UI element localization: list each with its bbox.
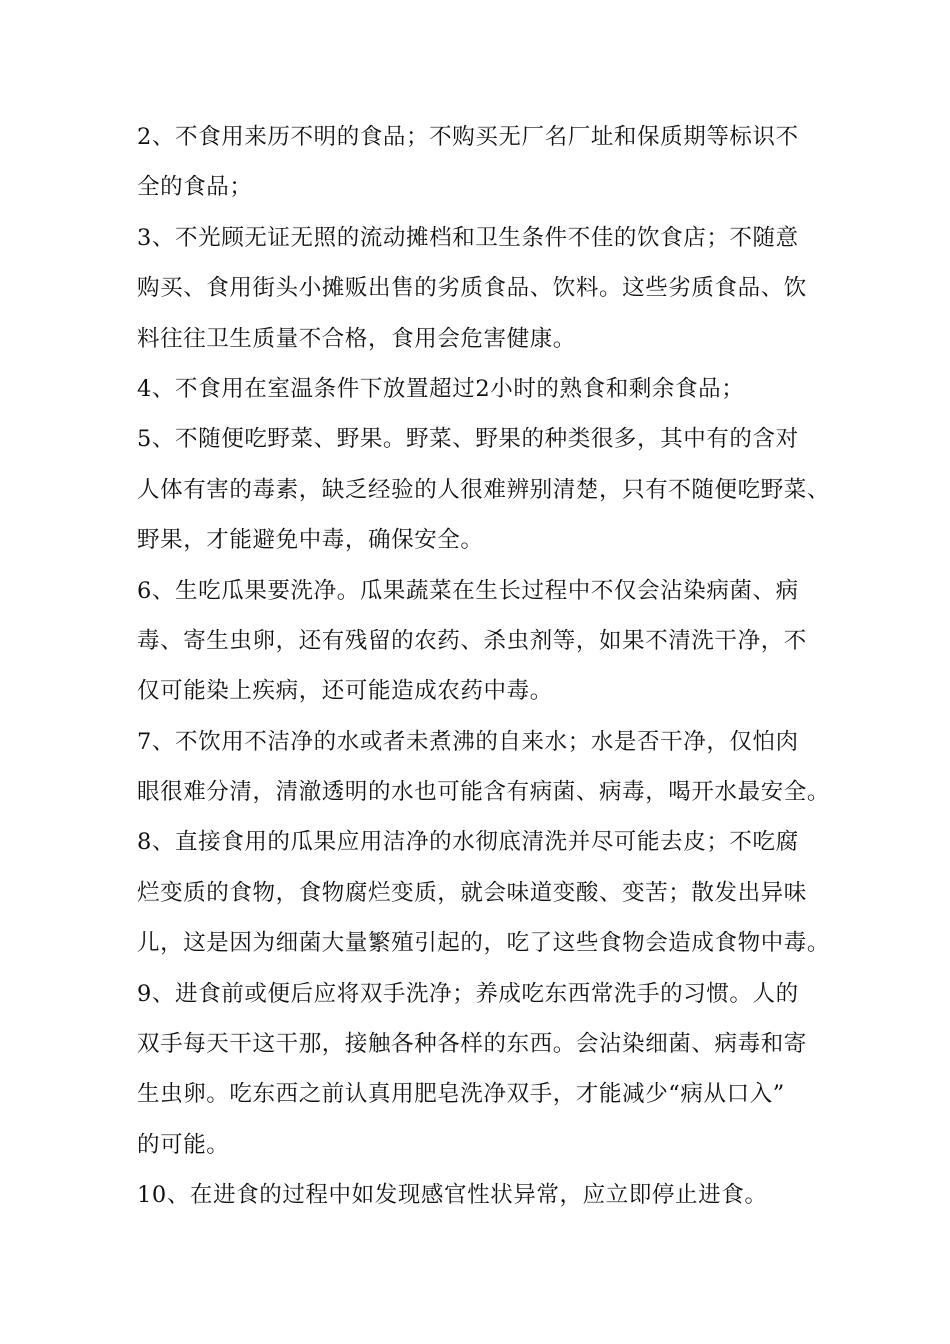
text-line: 全的食品；: [137, 174, 253, 201]
text-line: 双手每天干这干那，接触各种各样的东西。会沾染细菌、病毒和寄: [137, 1031, 807, 1058]
text-line: 购买、食用街头小摊贩出售的劣质食品、饮料。这些劣质食品、饮: [137, 275, 807, 302]
text-line: 7、不饮用不洁净的水或者未煮沸的自来水；水是否干净，仅怕肉: [137, 728, 799, 755]
text-line: 6、生吃瓜果要洗净。瓜果蔬菜在生长过程中不仅会沾染病菌、病: [137, 577, 799, 604]
text-line: 5、不随便吃野菜、野果。野菜、野果的种类很多，其中有的含对: [137, 426, 799, 453]
text-line: 10、在进食的过程中如发现感官性状异常，应立即停止进食。: [137, 1182, 768, 1209]
text-line: 8、直接食用的瓜果应用洁净的水彻底清洗并尽可能去皮；不吃腐: [137, 829, 799, 856]
text-line: 人体有害的毒素，缺乏经验的人很难辨别清楚，只有不随便吃野菜、: [137, 476, 831, 503]
text-line: 料往往卫生质量不合格，食用会危害健康。: [137, 325, 576, 352]
text-line: 仅可能染上疾病，还可能造成农药中毒。: [137, 678, 553, 705]
text-line: 毒、寄生虫卵，还有残留的农药、杀虫剂等，如果不清洗干净，不: [137, 627, 807, 654]
text-line: 眼很难分清，清澈透明的水也可能含有病菌、病毒，喝开水最安全。: [137, 779, 831, 806]
text-line: 儿，这是因为细菌大量繁殖引起的，吃了这些食物会造成食物中毒。: [137, 930, 831, 957]
text-line: 2、不食用来历不明的食品；不购买无厂名厂址和保质期等标识不: [137, 124, 799, 150]
text-line: 烂变质的食物，食物腐烂变质，就会味道变酸、变苦；散发出异味: [137, 879, 807, 906]
text-line: 野果，才能避免中毒，确保安全。: [137, 527, 484, 554]
text-line: 9、进食前或便后应将双手洗净；养成吃东西常洗手的习惯。人的: [137, 980, 799, 1007]
text-line: 生虫卵。吃东西之前认真用肥皂洗净双手，才能减少“病从口入”: [137, 1081, 785, 1108]
text-line: 3、不光顾无证无照的流动摊档和卫生条件不佳的饮食店；不随意: [137, 224, 799, 251]
text-line: 4、不食用在室温条件下放置超过2小时的熟食和剩余食品；: [137, 375, 745, 402]
document-body: [137, 112, 837, 1221]
text-line: 的可能。: [137, 1131, 230, 1158]
